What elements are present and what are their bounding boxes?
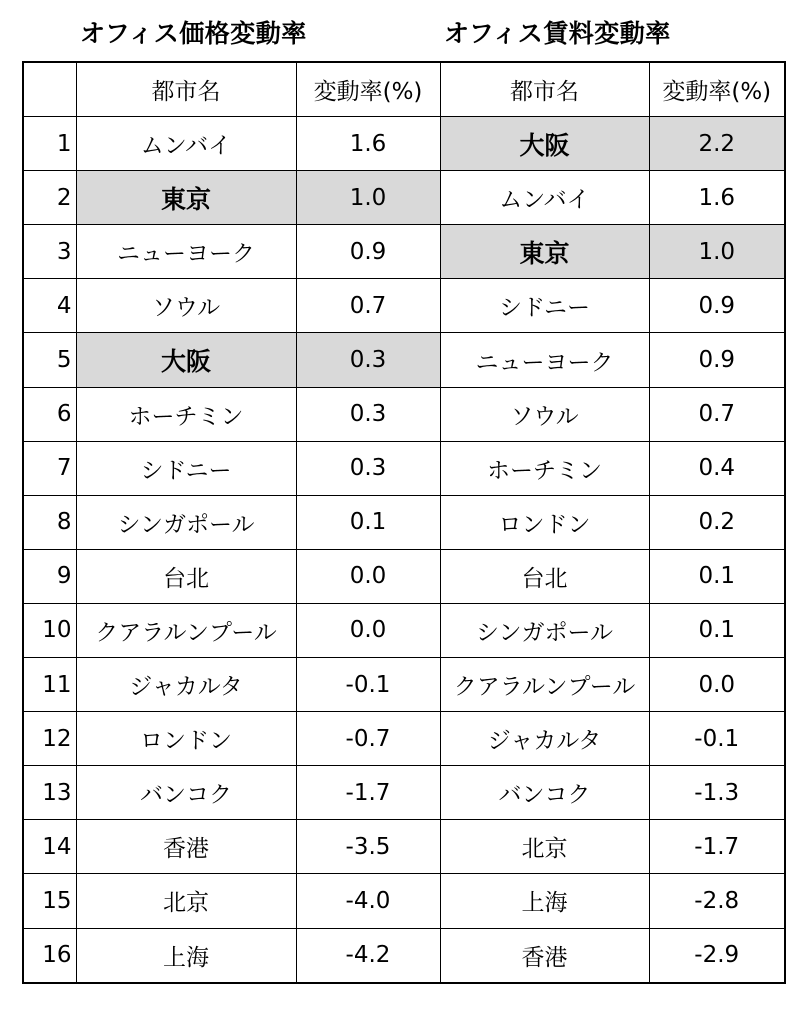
table-row [23,387,785,441]
table-row [23,820,785,874]
price-city-cell: シンガポール [76,495,296,549]
rent-city-cell: ジャカルタ [440,712,649,766]
rent-city-cell: 東京 [440,225,649,279]
price-city-cell: 東京 [76,171,296,225]
rent-value-cell: -2.8 [649,874,785,928]
table-header-row [23,62,785,117]
rent-value-cell: 0.9 [649,333,785,387]
price-value-cell: 0.3 [296,333,440,387]
price-value-header: 変動率(%) [296,62,440,117]
rank-cell: 11 [23,658,76,712]
rent-city-cell: ニューヨーク [440,333,649,387]
table-row [23,333,785,387]
price-value-cell: -1.7 [296,766,440,820]
price-value-cell: 1.6 [296,117,440,171]
price-value-cell: 0.3 [296,387,440,441]
price-city-cell: 大阪 [76,333,296,387]
table-row [23,874,785,928]
price-city-cell: ジャカルタ [76,658,296,712]
rank-cell: 1 [23,117,76,171]
price-value-cell: 0.7 [296,279,440,333]
rent-value-cell: -2.9 [649,928,785,983]
rent-city-cell: 大阪 [440,117,649,171]
rent-city-cell: ロンドン [440,495,649,549]
table-row [23,712,785,766]
rent-value-cell: 0.7 [649,387,785,441]
rent-value-cell: -1.3 [649,766,785,820]
rank-cell: 2 [23,171,76,225]
rent-city-cell: シンガポール [440,603,649,657]
price-change-title: オフィス価格変動率 [80,19,307,48]
rank-cell: 16 [23,928,76,983]
price-city-cell: バンコク [76,766,296,820]
rent-value-cell: 0.2 [649,495,785,549]
rent-city-cell: 台北 [440,549,649,603]
rent-city-cell: バンコク [440,766,649,820]
price-city-header: 都市名 [76,62,296,117]
rent-value-cell: 1.0 [649,225,785,279]
rank-cell: 8 [23,495,76,549]
rent-value-cell: 0.0 [649,658,785,712]
table-row [23,603,785,657]
price-city-cell: ソウル [76,279,296,333]
table-row [23,549,785,603]
rent-city-cell: シドニー [440,279,649,333]
price-value-cell: 0.3 [296,441,440,495]
table-row [23,928,785,983]
price-value-cell: -4.2 [296,928,440,983]
price-city-cell: 上海 [76,928,296,983]
rent-value-cell: 0.9 [649,279,785,333]
price-city-cell: ムンバイ [76,117,296,171]
price-value-cell: -4.0 [296,874,440,928]
table-row [23,279,785,333]
rank-header [23,62,76,117]
rank-cell: 14 [23,820,76,874]
price-city-cell: クアラルンプール [76,603,296,657]
rent-city-cell: 香港 [440,928,649,983]
rank-cell: 4 [23,279,76,333]
rank-cell: 10 [23,603,76,657]
price-value-cell: 0.0 [296,549,440,603]
ranking-table [22,61,786,984]
rank-cell: 12 [23,712,76,766]
price-city-cell: シドニー [76,441,296,495]
rent-value-cell: 0.1 [649,603,785,657]
rent-city-cell: 北京 [440,820,649,874]
rank-cell: 7 [23,441,76,495]
rank-cell: 9 [23,549,76,603]
price-city-cell: 香港 [76,820,296,874]
table-row [23,225,785,279]
price-city-cell: 台北 [76,549,296,603]
table-row [23,441,785,495]
rank-cell: 13 [23,766,76,820]
table-row [23,117,785,171]
rank-cell: 5 [23,333,76,387]
price-value-cell: 1.0 [296,171,440,225]
rank-cell: 6 [23,387,76,441]
rank-cell: 3 [23,225,76,279]
rent-value-header: 変動率(%) [649,62,785,117]
price-city-cell: ホーチミン [76,387,296,441]
table-row [23,495,785,549]
rent-value-cell: 0.4 [649,441,785,495]
rent-city-cell: ソウル [440,387,649,441]
table-row [23,658,785,712]
price-value-cell: -0.1 [296,658,440,712]
rent-city-cell: クアラルンプール [440,658,649,712]
rent-value-cell: -0.1 [649,712,785,766]
rent-value-cell: 2.2 [649,117,785,171]
price-city-cell: 北京 [76,874,296,928]
table-row [23,171,785,225]
price-city-cell: ロンドン [76,712,296,766]
rent-city-cell: ホーチミン [440,441,649,495]
price-value-cell: 0.1 [296,495,440,549]
price-value-cell: -0.7 [296,712,440,766]
rent-value-cell: 0.1 [649,549,785,603]
price-city-cell: ニューヨーク [76,225,296,279]
price-value-cell: 0.9 [296,225,440,279]
rent-value-cell: 1.6 [649,171,785,225]
rent-change-title: オフィス賃料変動率 [444,19,671,48]
rent-city-cell: ムンバイ [440,171,649,225]
price-value-cell: -3.5 [296,820,440,874]
rent-city-cell: 上海 [440,874,649,928]
rank-cell: 15 [23,874,76,928]
rent-city-header: 都市名 [440,62,649,117]
rent-value-cell: -1.7 [649,820,785,874]
price-value-cell: 0.0 [296,603,440,657]
table-row [23,766,785,820]
